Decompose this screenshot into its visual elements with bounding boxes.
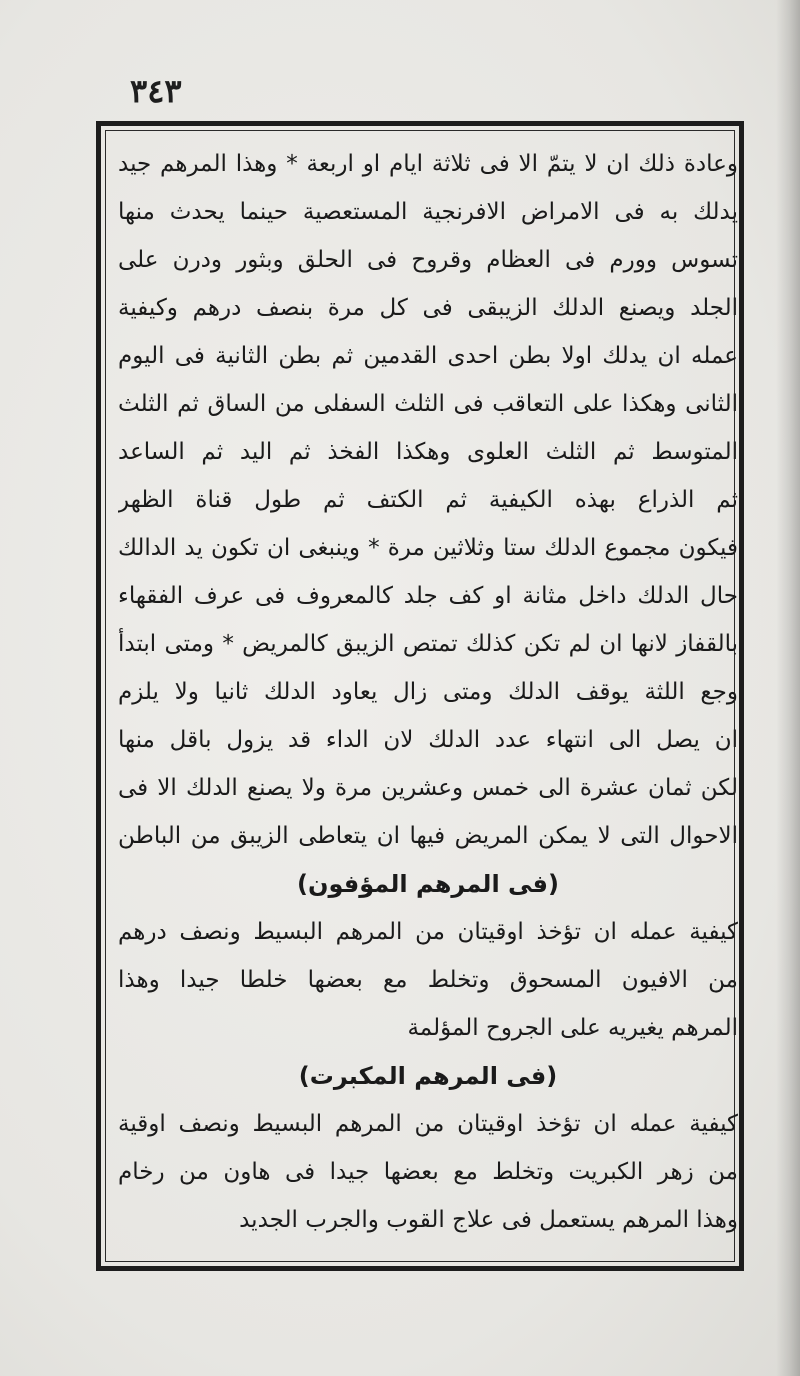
text-line: فيكون مجموع الدلك ستا وثلاثين مرة * وينبغى ان تكون يد الدالك: [118, 535, 738, 561]
page-text-block: [118, 140, 738, 1244]
page-number: ٣٤٣: [130, 72, 182, 110]
text-line: الجلد ويصنع الدلك الزيبقى فى كل مرة بنصف درهم وكيفية: [118, 295, 738, 321]
text-line: حال الدلك داخل مثانة او كف جلد كالمعروف فى عرف الفقهاء: [118, 583, 738, 609]
text-line: ثم الذراع بهذه الكيفية ثم الكتف ثم طول قناة الظهر: [118, 487, 738, 513]
text-line: تسوس وورم فى العظام وقروح فى الحلق وبثور ودرن على: [118, 247, 738, 273]
text-line: بالقفاز لانها ان لم تكن كذلك تمتص الزيبق كالمريض * ومتى ابتدأ: [118, 631, 738, 657]
text-line: كيفية عمله ان تؤخذ اوقيتان من المرهم البسيط ونصف اوقية: [118, 1111, 738, 1137]
text-line: المرهم يغيريه على الجروح المؤلمة: [407, 1015, 738, 1041]
text-line: وعادة ذلك ان لا يتمّ الا فى ثلاثة ايام او اربعة * وهذا المرهم جيد: [118, 151, 738, 177]
text-line: من زهر الكبريت وتخلط مع بعضها جيدا فى هاون من رخام: [118, 1159, 738, 1185]
section-heading: (فى المرهم المؤفون): [297, 870, 559, 898]
text-line: كيفية عمله ان تؤخذ اوقيتان من المرهم البسيط ونصف درهم: [118, 919, 738, 945]
text-line: ان يصل الى انتهاء عدد الدلك لان الداء قد يزول باقل منها: [118, 727, 738, 753]
text-line: الثانى وهكذا على التعاقب فى الثلث السفلى من الساق ثم الثلث: [118, 391, 738, 417]
text-line: الاحوال التى لا يمكن المريض فيها ان يتعاطى الزيبق من الباطن: [118, 823, 738, 849]
text-line: المتوسط ثم الثلث العلوى وهكذا الفخذ ثم اليد ثم الساعد: [118, 439, 738, 465]
text-line: يدلك به فى الامراض الافرنجية المستعصية حينما يحدث منها: [118, 199, 738, 225]
text-line: وجع اللثة يوقف الدلك ومتى زال يعاود الدلك ثانيا ولا يلزم: [118, 679, 738, 705]
page-gutter-shadow: [776, 0, 800, 1376]
text-line: وهذا المرهم يستعمل فى علاج القوب والجرب الجديد: [239, 1207, 738, 1233]
text-line: لكن ثمان عشرة الى خمس وعشرين مرة ولا يصنع الدلك الا فى: [118, 775, 738, 801]
text-line: عمله ان يدلك اولا بطن احدى القدمين ثم بطن الثانية فى اليوم: [118, 343, 738, 369]
section-heading: (فى المرهم المكبرت): [298, 1062, 558, 1090]
text-line: من الافيون المسحوق وتخلط مع بعضها خلطا جيدا وهذا: [118, 967, 738, 993]
